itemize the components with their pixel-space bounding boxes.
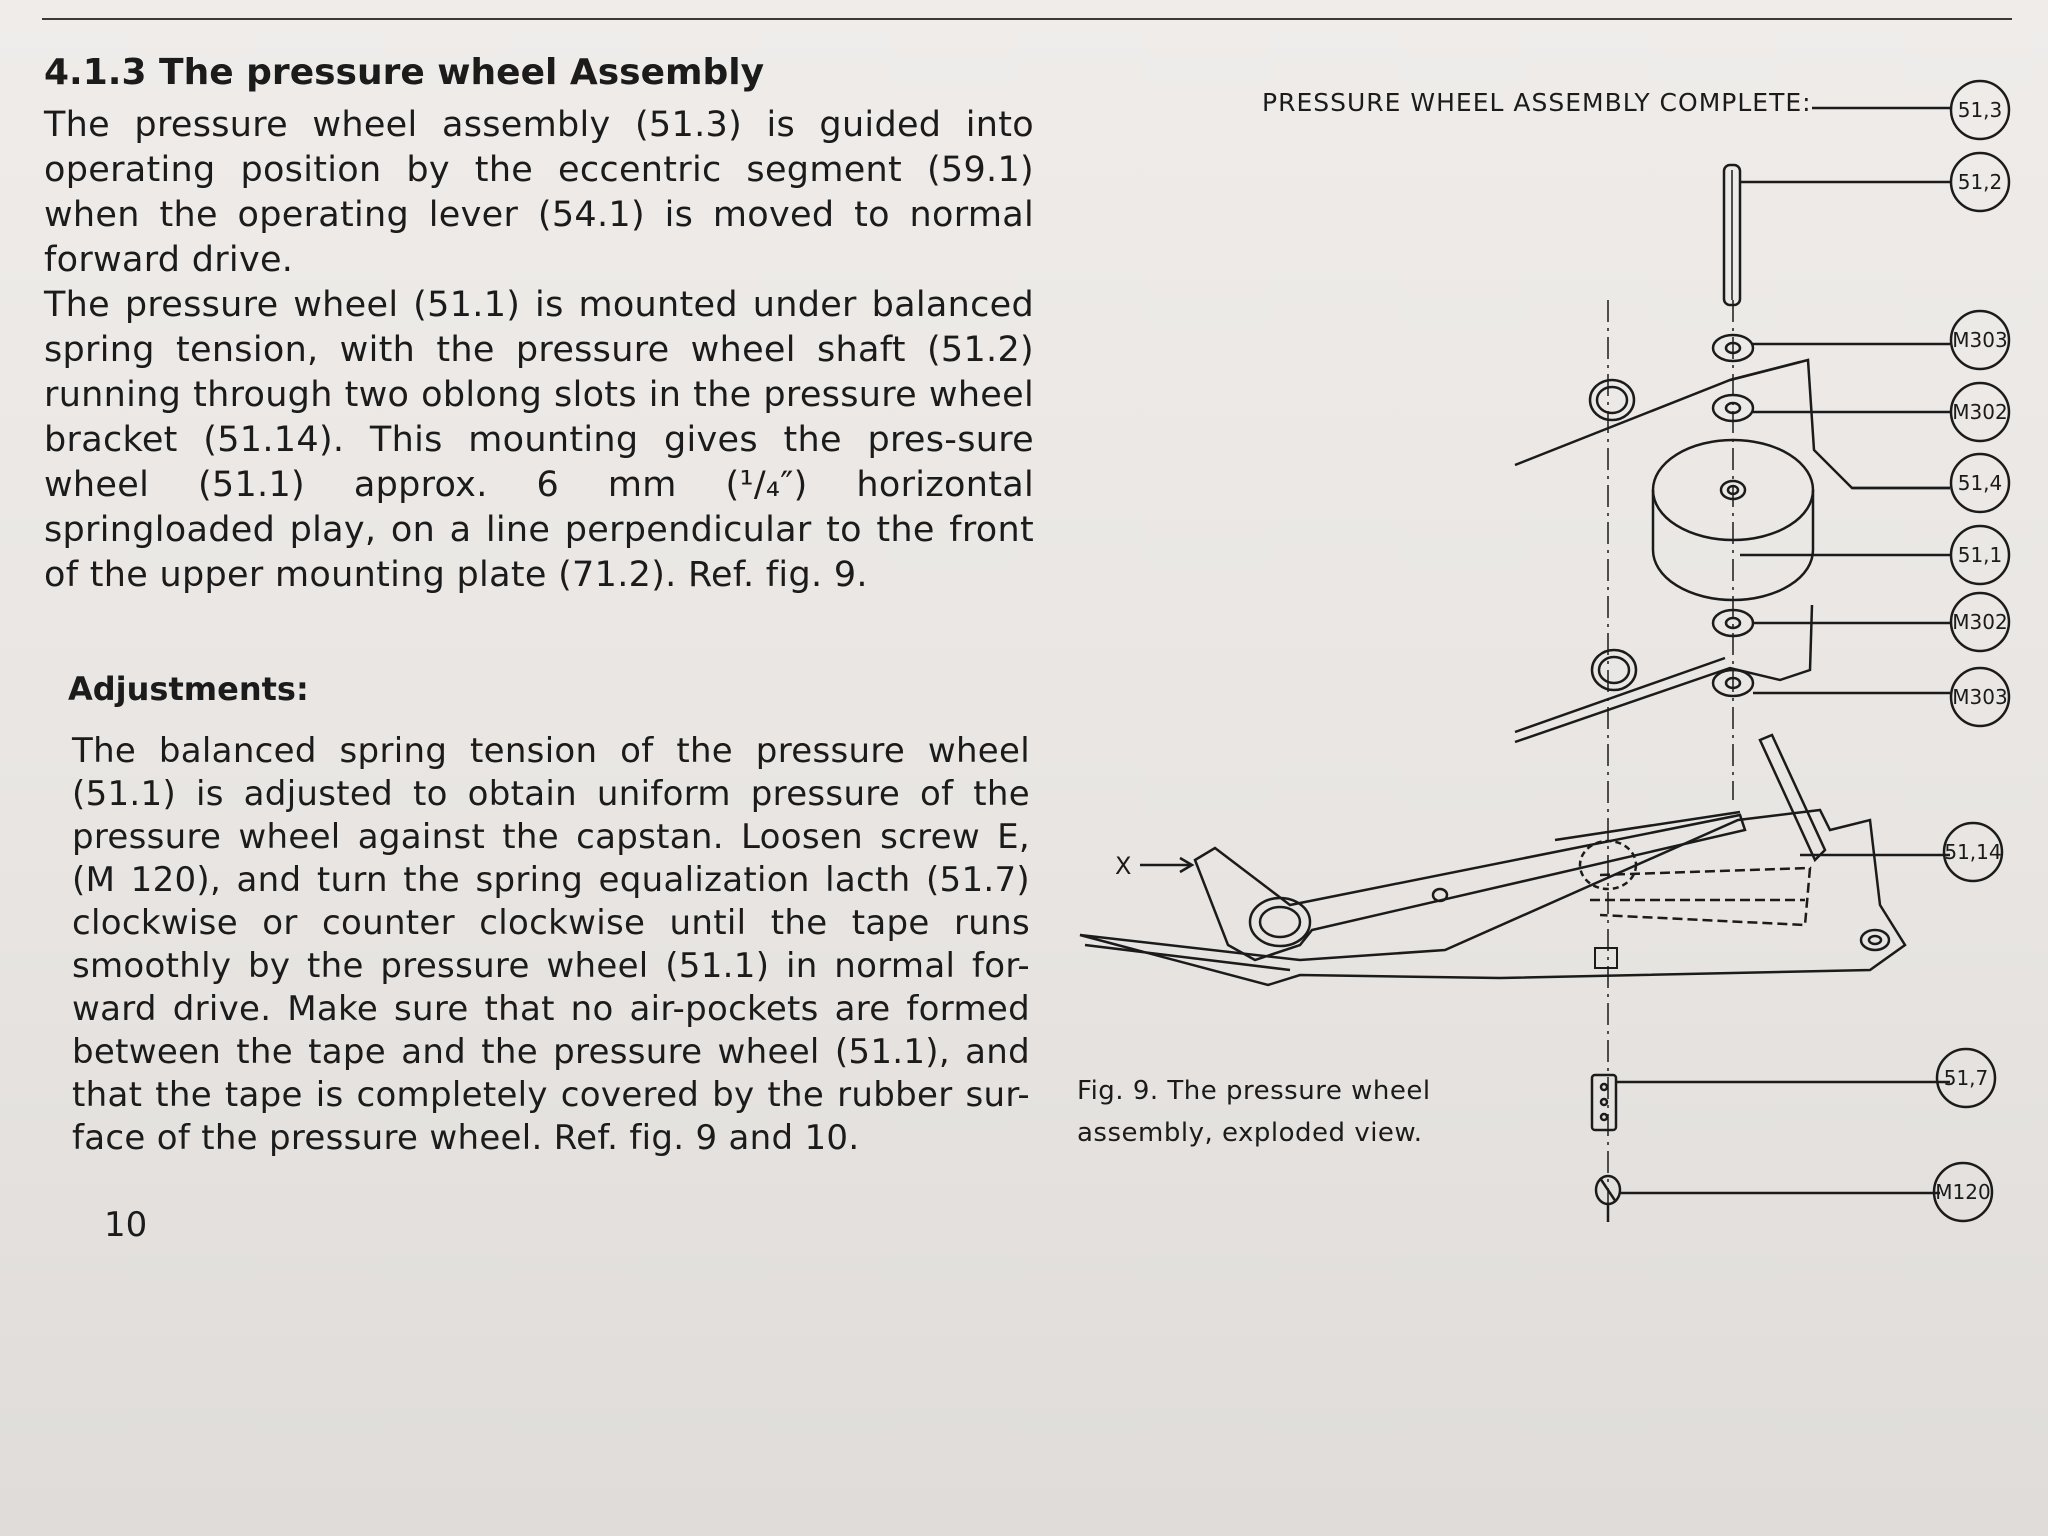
- operating-lever-icon: [1140, 815, 1745, 960]
- page-number: 10: [104, 1205, 148, 1245]
- figure-caption-line-2: assembly, exploded view.: [1077, 1118, 1423, 1148]
- x-label: X: [1115, 852, 1132, 880]
- callout-m120: M120: [1935, 1180, 1991, 1204]
- washer-m303-top-icon: [1713, 335, 1950, 361]
- callout-m302-bottom: M302: [1952, 610, 2008, 634]
- paragraph-2: The pressure wheel (51.1) is mounted under balanced spring tension, with the pressure wheel shaft (51.2) running through two oblong slots in the pressure wheel bracket (51.14). This mounting gives the pres-sure wheel (51.1) approx. 6 mm (¹/₄″) horizontal springloaded play, on a line perpendicular to the front of the upper mounting plate (71.2). Ref. fig. 9.: [44, 285, 1034, 595]
- adjustments-paragraph: The balanced spring tension of the pressure wheel (51.1) is adjusted to obtain uniform pressure of the pressure wheel against the capstan. Loosen screw E, (M 120), and turn the spring equalization lacth (51.7) clockwise or counter clockwise until the tape runs smoothly by the pressure wheel (51.1) in normal for-ward drive. Make sure that no air-pockets are formed between the tape and the pressure wheel (51.1), and that the tape is completely covered by the rubber sur-face of the pressure wheel. Ref. fig. 9 and 10.: [72, 731, 1030, 1158]
- callout-51-7: 51,7: [1943, 1066, 1989, 1090]
- equalization-latch-icon: [1592, 1075, 1950, 1130]
- figure-title: PRESSURE WHEEL ASSEMBLY COMPLETE:: [1262, 88, 1812, 117]
- figure-caption-line-1: Fig. 9. The pressure wheel: [1077, 1076, 1431, 1106]
- callout-m303-bottom: M303: [1952, 685, 2008, 709]
- callout-51-3: 51,3: [1957, 98, 2003, 122]
- adjustments-heading: Adjustments:: [68, 670, 309, 708]
- callout-51-14: 51,14: [1944, 840, 2002, 864]
- washer-m302-bottom-icon: [1713, 610, 1950, 636]
- pressure-wheel-shaft-icon: [1724, 165, 1950, 305]
- callout-51-1: 51,1: [1957, 543, 2003, 567]
- callout-51-2: 51,2: [1957, 170, 2003, 194]
- callout-m303-top: M303: [1952, 328, 2008, 352]
- callout-51-4: 51,4: [1957, 471, 2003, 495]
- pressure-wheel-icon: [1653, 440, 1950, 600]
- paragraph-1: The pressure wheel assembly (51.3) is guided into operating position by the eccentric segment (59.1) when the operating lever (54.1) is moved to normal forward drive.: [44, 105, 1034, 280]
- section-heading: 4.1.3 The pressure wheel Assembly: [44, 52, 765, 93]
- callout-circles: [1934, 81, 2009, 1221]
- screw-m120-icon: [1596, 1176, 1940, 1222]
- washer-m302-top-icon: [1713, 395, 1950, 421]
- washer-m303-bottom-icon: [1713, 670, 1950, 696]
- lower-spring-icon: [1515, 605, 1812, 742]
- callout-m302-top: M302: [1952, 400, 2008, 424]
